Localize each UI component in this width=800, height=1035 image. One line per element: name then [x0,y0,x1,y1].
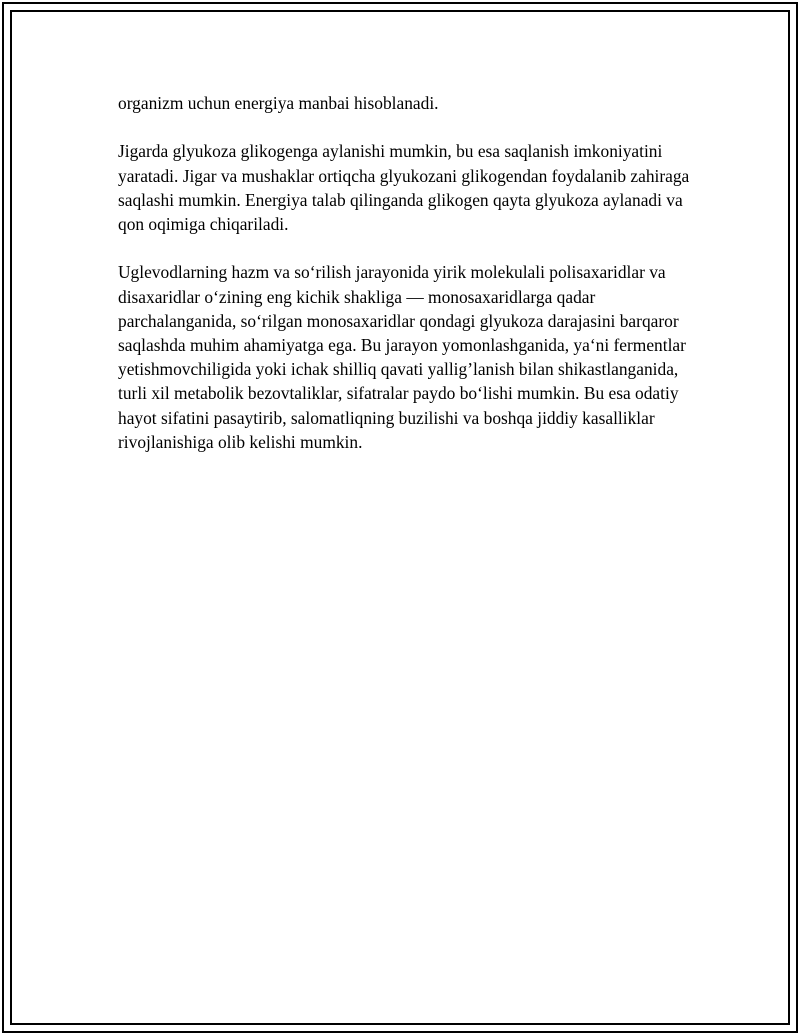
paragraph-liver-glycogen: Jigarda glyukoza glikogenga aylanishi mumkin, bu esa saqlanish imkoniyatini yaratadi. Jigar va mushaklar ortiqcha glyukozani glikogendan foydalanib zahiraga saqlashi mumkin. Energiya talab qilinganda glikogen qayta glyukoza aylanadi va qon oqimiga chiqariladi. [118,141,690,234]
paragraph-carbohydrate-digestion: Uglevodlarning hazm va so‘rilish jarayonida yirik molekulali polisaxaridlar va disaxaridlar o‘zining eng kichik shakliga — monosaxaridlarga qadar parchalanganida, so‘rilgan monosaxaridlar qondagi glyukoza darajasini barqaror saqlashda muhim ahamiyatga ega. Bu jarayon yomonlashganida, ya‘ni fermentlar yetishmovchiligida yoki ichak shilliq qavati yallig’lanish bilan shikastlanganida, turli xil metabolik bezovtaliklar, sifatralar paydo bo‘lishi mumkin. Bu esa odatiy hayot sifatini pasaytirib, salomatliqning buzilishi va boshqa jiddiy kasalliklar rivojlanishiga olib kelishi mumkin. [118,262,686,452]
page-body [118,91,698,454]
paragraph-energy-source: organizm uchun energiya manbai hisoblanadi. [118,93,439,113]
